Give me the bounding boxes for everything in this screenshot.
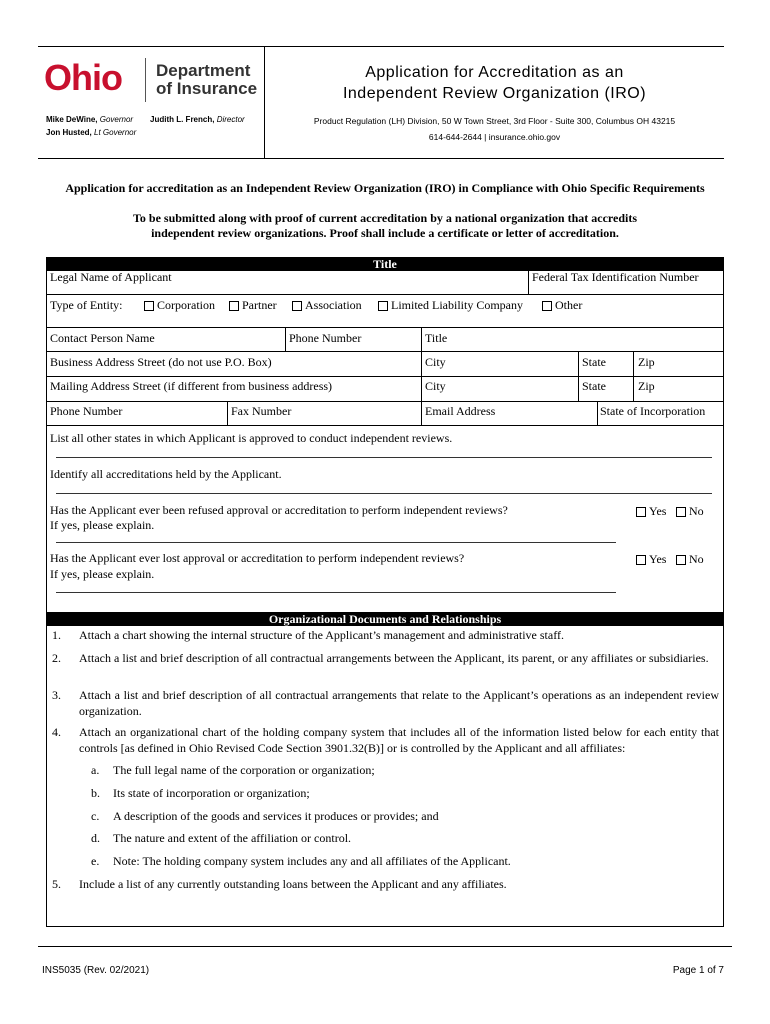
org-item-4: Attach an organizational chart of the holding company system that includes all of the information listed below for each entity that controls [as defined in Ohio Revised Code Section 3901.32(B)] or is controlled by the Applicant and all affiliates: — [79, 725, 719, 755]
mailing-zip-field[interactable]: Zip — [638, 379, 655, 393]
org-item-1: Attach a chart showing the internal structure of the Applicant’s management and administrative staff. — [79, 628, 564, 642]
q-other-states-answer-line[interactable] — [56, 457, 712, 458]
org-item-5: Include a list of any currently outstanding loans between the Applicant and any affiliates. — [79, 877, 507, 891]
option-label: Yes — [649, 552, 667, 566]
q-other-states: List all other states in which Applicant is approved to conduct independent reviews. — [50, 431, 453, 445]
director-title: Director — [216, 115, 245, 124]
checkbox-icon — [676, 555, 686, 565]
page-number: Page 1 of 7 — [672, 965, 724, 976]
fax-field[interactable]: Fax Number — [231, 404, 292, 418]
mailing-state-field[interactable]: State — [582, 379, 606, 393]
division-contact: 614-644-2644 | insurance.ohio.gov — [428, 132, 561, 142]
intro-heading: Application for accreditation as an Independent Review Organization (IRO) in Compliance with Ohio Specific Requirements — [65, 181, 705, 195]
option-label: Limited Liability Company — [391, 298, 523, 312]
q-lost-no-checkbox[interactable] — [676, 552, 704, 567]
option-label: Partner — [242, 298, 277, 312]
director — [150, 115, 245, 124]
row-rule — [46, 327, 724, 328]
option-label: Other — [555, 298, 583, 312]
q-accreditations: Identify all accreditations held by the Applicant. — [50, 467, 282, 481]
row-rule — [46, 376, 724, 377]
email-field[interactable]: Email Address — [425, 404, 496, 418]
business-address-field[interactable]: Business Address Street (do not use P.O. Box) — [50, 355, 272, 369]
option-label: Yes — [649, 504, 667, 518]
mailing-address-field[interactable]: Mailing Address Street (if different from business address) — [50, 379, 333, 393]
option-label: No — [689, 552, 704, 566]
entity-association-checkbox[interactable] — [292, 298, 362, 313]
governor — [46, 115, 133, 124]
checkbox-icon — [676, 507, 686, 517]
org-subitem-letter: e. — [91, 854, 100, 868]
lt-governor — [46, 128, 136, 137]
legal-name-field[interactable]: Legal Name of Applicant — [50, 270, 172, 284]
org-subitem-a: The full legal name of the corporation or organization; — [113, 763, 375, 777]
org-subitem-b: Its state of incorporation or organization; — [113, 786, 310, 800]
general-info-bar: Title — [46, 257, 724, 271]
org-item-number: 2. — [52, 651, 61, 665]
form-id: INS5035 (Rev. 02/2021) — [42, 965, 150, 976]
form-title-line1: Application for Accreditation as an — [365, 64, 624, 81]
fein-divider — [528, 271, 529, 294]
org-subitem-e: Note: The holding company system includes any and all affiliates of the Applicant. — [113, 854, 511, 868]
q-refused-answer-line[interactable] — [56, 542, 616, 543]
entity-partner-checkbox[interactable] — [229, 298, 277, 313]
ohio-logo-text: Ohio — [44, 57, 122, 98]
ohio-logo — [44, 58, 134, 98]
org-subitem-letter: b. — [91, 786, 100, 800]
org-subitem-d: The nature and extent of the affiliation or control. — [113, 831, 352, 845]
org-item-3: Attach a list and brief description of all contractual arrangements that relate to the Applicant’s operations as an independent review organization. — [79, 688, 719, 718]
director-name: Judith L. French, — [150, 115, 215, 124]
business-state-field[interactable]: State — [582, 355, 606, 369]
org-docs-bar: Organizational Documents and Relationships — [46, 612, 724, 626]
row-rule — [46, 351, 724, 352]
q-refused-no-checkbox[interactable] — [676, 504, 704, 519]
option-label: Corporation — [157, 298, 215, 312]
business-city-field[interactable]: City — [425, 355, 446, 369]
row-rule — [46, 425, 724, 426]
checkbox-icon — [229, 301, 239, 311]
col-divider — [597, 401, 598, 425]
checkbox-icon — [636, 555, 646, 565]
q-refused: Has the Applicant ever been refused approval or accreditation to perform independent reviews? — [50, 503, 508, 517]
governor-name: Mike DeWine, — [46, 115, 98, 124]
checkbox-icon — [378, 301, 388, 311]
q-refused-yes-checkbox[interactable] — [636, 504, 666, 519]
q-lost: Has the Applicant ever lost approval or accreditation to perform independent reviews? — [50, 551, 465, 565]
org-subitem-c: A description of the goods and services it produces or provides; and — [113, 809, 439, 823]
q-lost-answer-line[interactable] — [56, 592, 616, 593]
state-incorporation-field[interactable]: State of Incorporation — [600, 404, 706, 418]
entity-llc-checkbox[interactable] — [378, 298, 523, 313]
lt-governor-name: Jon Husted, — [46, 128, 92, 137]
checkbox-icon — [636, 507, 646, 517]
logo-divider — [145, 58, 146, 102]
row-rule — [46, 294, 724, 295]
org-item-number: 5. — [52, 877, 61, 891]
org-item-2: Attach a list and brief description of all contractual arrangements between the Applicant, its parent, or any affiliates or subsidiaries. — [79, 651, 709, 665]
form-title-line2: Independent Review Organization (IRO) — [342, 85, 647, 102]
option-label: Association — [305, 298, 362, 312]
form-title — [265, 62, 724, 104]
business-zip-field[interactable]: Zip — [638, 355, 655, 369]
q-lost-yes-checkbox[interactable] — [636, 552, 666, 567]
header-top-rule — [38, 46, 724, 47]
col-divider — [285, 327, 286, 351]
org-item-number: 3. — [52, 688, 61, 702]
lt-governor-title: Lt Governor — [94, 128, 137, 137]
title-field[interactable]: Title — [425, 331, 448, 345]
phone-number-field[interactable]: Phone Number — [289, 331, 362, 345]
checkbox-icon — [144, 301, 154, 311]
intro-line1: To be submitted along with proof of current accreditation by a national organization that accredits — [133, 211, 637, 225]
q-refused-explain: If yes, please explain. — [50, 518, 155, 532]
entity-other-checkbox[interactable] — [542, 298, 582, 313]
org-subitem-letter: d. — [91, 831, 100, 845]
org-item-number: 1. — [52, 628, 61, 642]
mailing-city-field[interactable]: City — [425, 379, 446, 393]
contact-person-field[interactable]: Contact Person Name — [50, 331, 155, 345]
entity-corporation-checkbox[interactable] — [144, 298, 215, 313]
phone-field[interactable]: Phone Number — [50, 404, 123, 418]
header-bottom-rule — [38, 158, 724, 159]
q-accreditations-answer-line[interactable] — [56, 493, 712, 494]
org-subitem-letter: c. — [91, 809, 100, 823]
checkbox-icon — [292, 301, 302, 311]
dept-line1: Department — [156, 61, 251, 80]
org-subitem-letter: a. — [91, 763, 100, 777]
governor-title: Governor — [99, 115, 134, 124]
department-name — [156, 62, 257, 98]
intro-line2: independent review organizations. Proof shall include a certificate or letter of accreditation. — [151, 226, 619, 240]
q-lost-explain: If yes, please explain. — [50, 567, 155, 581]
row-rule — [46, 401, 724, 402]
division-address: Product Regulation (LH) Division, 50 W Town Street, 3rd Floor - Suite 300, Columbus OH 43215 — [313, 116, 676, 126]
option-label: No — [689, 504, 704, 518]
checkbox-icon — [542, 301, 552, 311]
footer-rule — [38, 946, 732, 947]
fein-field[interactable]: Federal Tax Identification Number — [532, 270, 699, 284]
org-item-number: 4. — [52, 725, 61, 739]
entity-type-label: Type of Entity: — [50, 298, 123, 312]
col-divider — [227, 401, 228, 425]
dept-line2: of Insurance — [156, 79, 258, 98]
